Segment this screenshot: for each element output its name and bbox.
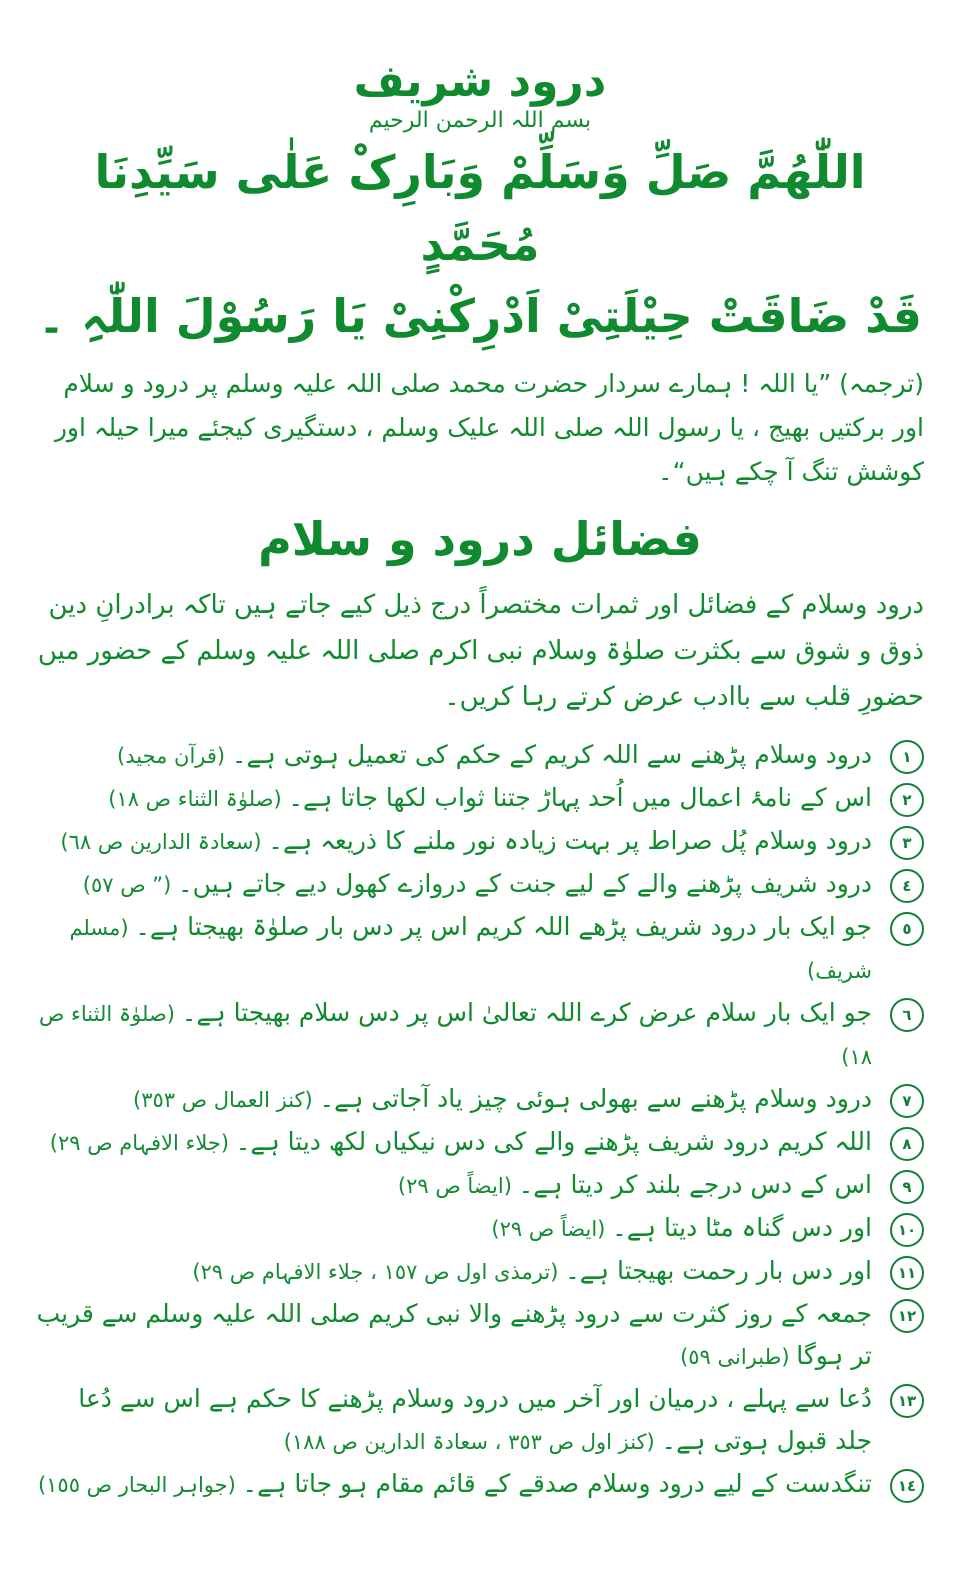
item-number-badge: ١٣ [890,1384,924,1418]
list-item [36,1463,924,1506]
item-number-badge: ١١ [890,1256,924,1290]
item-reference: (سعادۃ الدارین ص ٦٨) [60,830,262,854]
item-number-badge: ٣ [890,826,924,860]
page-title: درود شریف [353,56,607,107]
arabic-line-2: قَدْ ضَاقَتْ حِیْلَتِیْ اَدْرِکْنِیْ یَا رَسُوْلَ اللّٰہِ ۔ [37,289,923,343]
item-text: جمعہ کے روز کثرت سے درود پڑھنے والا نبی کریم صلی اللہ علیہ وسلم سے قریب تر ہوگا [36,1299,872,1370]
item-number-badge: ١٠ [890,1213,924,1247]
item-number-badge: ٤ [890,869,924,903]
item-reference: (ایضاً ص ٢٩) [397,1174,512,1198]
item-text: اس کے نامۂ اعمال میں اُحد پہاڑ جتنا ثواب لکھا جاتا ہے۔ [288,783,872,812]
item-text: درود وسلام پڑھنے سے اللہ کریم کے حکم کی تعمیل ہوتی ہے۔ [231,740,872,769]
section-title: فضائل درود و سلام [258,512,702,566]
item-reference: (طبرانی ٥٩) [680,1345,790,1369]
item-number-badge: ٩ [890,1170,924,1204]
item-reference: (مسلم شریف) [69,916,872,983]
item-reference: (کنز اول ص ٣٥٣ ، سعادۃ الدارین ص ١٨٨) [283,1430,655,1454]
list-item [36,863,924,906]
item-number-badge: ١ [890,740,924,774]
list-item [36,820,924,863]
translation: (ترجمہ) ”یا اللہ ! ہمارے سردار حضرت محمد صلی اللہ علیہ وسلم پر درود و سلام اور برکتیں بھیج ، یا رسول اللہ صلی اللہ علیک وسلم ، دستگیری کیجئے میرا حیلہ اور کوشش تنگ آ چکے ہیں“۔ [54,369,924,486]
item-number-badge: ٨ [890,1127,924,1161]
list-item [36,992,924,1078]
item-text: اللہ کریم درود شریف پڑھنے والے کی دس نیکیاں لکھ دیتا ہے۔ [235,1127,872,1156]
virtues-list [36,734,924,1506]
item-text: جو ایک بار سلام عرض کرے اللہ تعالیٰ اس پر دس سلام بھیجتا ہے۔ [181,998,872,1027]
list-item [36,1121,924,1164]
item-reference: (جلاء الافہام ص ٢٩) [49,1131,230,1155]
list-item [36,777,924,820]
item-text: تنگدست کے لیے درود وسلام صدقے کے قائم مقام ہو جاتا ہے۔ [242,1469,872,1498]
item-reference: (جواہر البحار ص ١٥٥) [37,1473,236,1497]
list-item [36,1207,924,1250]
item-reference: (ترمذی اول ص ١٥٧ ، جلاء الافہام ص ٢٩) [192,1260,559,1284]
item-text: درود شریف پڑھنے والے کے لیے جنت کے دروازے کھول دیے جاتے ہیں۔ [178,869,872,898]
item-text: اس کے دس درجے بلند کر دیتا ہے۔ [518,1170,872,1199]
list-item [36,734,924,777]
item-number-badge: ١٢ [890,1299,924,1333]
item-number-badge: ٢ [890,783,924,817]
list-item [36,1293,924,1378]
list-item [36,1250,924,1293]
item-reference: (ایضاً ص ٢٩) [491,1217,606,1241]
basmala: بسم اللہ الرحمن الرحیم [368,108,592,133]
item-text: درود وسلام پُل صراط پر بہت زیادہ نور ملنے کا ذریعہ ہے۔ [268,826,872,855]
item-text: جو ایک بار درود شریف پڑھے اللہ کریم اس پر دس بار صلوٰۃ بھیجتا ہے۔ [135,912,872,941]
intro-paragraph: درود وسلام کے فضائل اور ثمرات مختصراً درج ذیل کیے جاتے ہیں تاکہ برادرانِ دین ذوق و شوق سے بکثرت صلوٰۃ وسلام نبی اکرم صلی اللہ علیہ وسلم کے حضور میں حضورِ قلب سے باادب عرض کرتے رہا کریں۔ [37,590,924,712]
item-reference: (صلوٰۃ الثناء ص ١٨) [108,787,282,811]
item-text: اور دس بار رحمت بھیجتا ہے۔ [565,1256,872,1285]
item-reference: (صلوٰۃ الثناء ص ١٨) [38,1002,872,1069]
list-item [36,1378,924,1463]
item-number-badge: ١٤ [890,1469,924,1503]
item-number-badge: ٦ [890,998,924,1032]
item-text: درود وسلام پڑھنے سے بھولی ہوئی چیز یاد آجاتی ہے۔ [319,1084,872,1113]
item-number-badge: ٧ [890,1084,924,1118]
list-item [36,1164,924,1207]
list-item [36,906,924,992]
item-number-badge: ٥ [890,912,924,946]
item-reference: (قرآن مجید) [117,744,226,768]
arabic-line-1: اللّٰھُمَّ صَلِّ وَسَلِّمْ وَبَارِکْ عَلٰی سَیِّدِنَا مُحَمَّدٍ [94,145,866,271]
list-item [36,1078,924,1121]
item-reference: (” ص ٥٧) [82,873,172,897]
item-reference: (کنز العمال ص ٣٥٣) [133,1088,313,1112]
item-text: اور دس گناہ مٹا دیتا ہے۔ [612,1213,872,1242]
item-text: دُعا سے پہلے ، درمیان اور آخر میں درود وسلام پڑھنے کا حکم ہے اس سے دُعا جلد قبول ہوتی ہے۔ [78,1384,872,1455]
